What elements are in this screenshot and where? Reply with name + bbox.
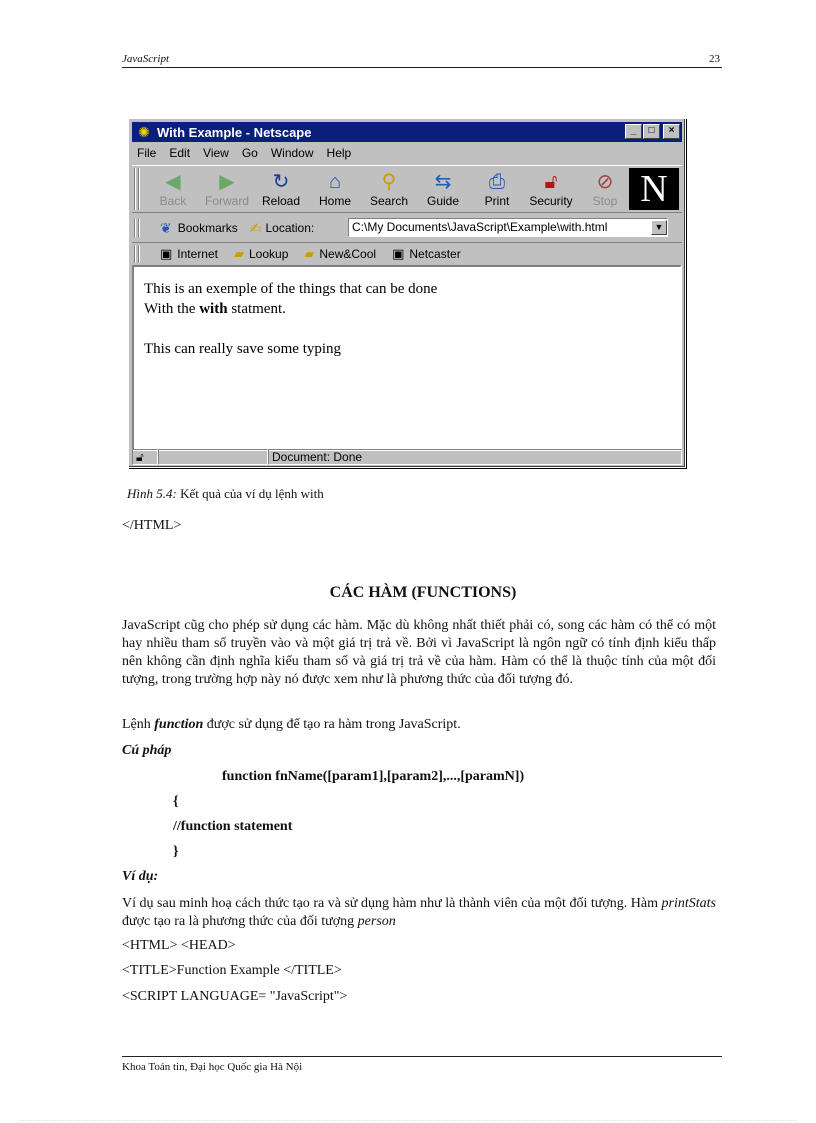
- reload-icon: ↻: [272, 171, 290, 193]
- minimize-icon[interactable]: _: [625, 124, 642, 139]
- syntax-comment: //function statement: [173, 819, 293, 834]
- netscape-window: [128, 118, 686, 468]
- page-content-area[interactable]: [132, 265, 682, 451]
- internet-label: Internet: [177, 246, 218, 261]
- window-title: With Example - Netscape: [157, 124, 312, 140]
- security-label: Security: [529, 194, 573, 208]
- caption-text: Kết quả của ví dụ lệnh with: [180, 486, 324, 501]
- page-icon: ▣: [392, 245, 405, 261]
- stop-label: Stop: [592, 194, 618, 208]
- page-edge: [20, 1120, 796, 1121]
- search-icon: ⚲: [381, 171, 397, 193]
- home-button[interactable]: [308, 166, 362, 212]
- progress-cell: [158, 449, 268, 465]
- example-label: Ví dụ:: [122, 869, 159, 884]
- menu-file[interactable]: File: [137, 146, 157, 160]
- content-line-2-post: statment.: [227, 301, 286, 317]
- newcool-button[interactable]: [304, 246, 376, 262]
- personal-grip[interactable]: [134, 245, 142, 263]
- menu-view[interactable]: View: [203, 146, 229, 160]
- content-line-3: This can really save some typing: [144, 341, 342, 357]
- content-line-1: This is an exemple of the things that can be done: [144, 281, 438, 297]
- home-label: Home: [318, 194, 351, 208]
- toolbar-grip[interactable]: [134, 168, 142, 210]
- search-label: Search: [369, 194, 409, 208]
- forward-arrow-icon: ▶: [219, 171, 235, 193]
- example-text-1: Ví dụ sau minh hoạ cách thức tạo ra và sử dụng hàm như là thành viên của một đối tượng. Hàm: [122, 896, 662, 911]
- print-label: Print: [484, 194, 510, 208]
- stop-button[interactable]: [578, 166, 632, 212]
- location-value: C:\My Documents\JavaScript\Example\with.html: [352, 220, 608, 234]
- location-input[interactable]: [348, 218, 668, 237]
- stop-icon: ⊘: [596, 171, 614, 193]
- example-paragraph: [122, 895, 716, 931]
- netscape-app-icon: ✺: [138, 124, 150, 140]
- search-button[interactable]: [362, 166, 416, 212]
- home-icon: ⌂: [328, 171, 342, 193]
- folder-icon: ▰: [304, 245, 315, 261]
- navigation-toolbar: [132, 165, 682, 213]
- section-title: CÁC HÀM (FUNCTIONS): [329, 584, 517, 601]
- html-close-tag: </HTML>: [122, 518, 182, 533]
- menu-help[interactable]: Help: [326, 146, 352, 160]
- caption-label: Hình 5.4:: [127, 486, 177, 501]
- internet-button[interactable]: [160, 246, 218, 262]
- padlock-icon: 🔓︎: [544, 171, 558, 193]
- code-line-1: <HTML> <HEAD>: [122, 938, 236, 953]
- example-function-name: printStats: [661, 896, 716, 911]
- netcaster-button[interactable]: [392, 246, 461, 262]
- function-line-pre: Lệnh: [122, 717, 155, 732]
- security-button[interactable]: [524, 166, 578, 212]
- location-bar: [132, 216, 682, 240]
- figure-caption: [127, 486, 324, 502]
- print-button[interactable]: [470, 166, 524, 212]
- back-arrow-icon: ◀: [165, 171, 181, 193]
- page-number: 23: [709, 53, 720, 65]
- syntax-signature: function fnName([param1],[param2],...,[paramN]): [222, 769, 525, 784]
- bookmarks-button[interactable]: Bookmarks: [177, 221, 238, 235]
- back-label: Back: [159, 194, 187, 208]
- syntax-close-brace: }: [173, 844, 179, 859]
- lookup-label: Lookup: [249, 246, 289, 261]
- personal-toolbar: [132, 242, 682, 264]
- function-line-post: được sử dụng để tạo ra hàm trong JavaScript.: [203, 717, 461, 732]
- status-text: Document: Done: [268, 449, 682, 465]
- header-title: JavaScript: [122, 53, 170, 65]
- folder-icon: ▰: [234, 245, 244, 261]
- content-line-2-pre: With the: [144, 301, 200, 317]
- status-bar: [132, 449, 682, 465]
- function-line: [122, 717, 461, 733]
- code-line-3: <SCRIPT LANGUAGE= "JavaScript">: [122, 989, 348, 1004]
- maximize-icon[interactable]: □: [643, 124, 660, 139]
- lookup-button[interactable]: [234, 246, 288, 262]
- guide-button[interactable]: [416, 166, 470, 212]
- reload-label: Reload: [261, 194, 301, 208]
- netcaster-label: Netcaster: [409, 246, 461, 261]
- forward-label: Forward: [204, 194, 249, 208]
- syntax-open-brace: {: [173, 794, 179, 809]
- location-grip[interactable]: [134, 219, 142, 237]
- printer-icon: ⎙: [489, 171, 505, 193]
- function-keyword: function: [154, 717, 204, 732]
- security-status-icon[interactable]: 🔓︎: [132, 449, 158, 465]
- menu-go[interactable]: Go: [241, 146, 258, 160]
- menu-edit[interactable]: Edit: [169, 146, 191, 160]
- example-text-2: được tạo ra là phương thức của đối tượng: [122, 914, 358, 929]
- newcool-label: New&Cool: [319, 246, 377, 261]
- location-icon: ✍: [249, 219, 262, 236]
- netscape-logo-icon[interactable]: N: [629, 168, 679, 210]
- menu-bar: [132, 143, 682, 163]
- content-with-keyword: with: [199, 301, 228, 317]
- code-line-2: <TITLE>Function Example </TITLE>: [122, 963, 342, 978]
- intro-paragraph: JavaScript cũg cho phép sử dụng các hàm. Mặc dù không nhất thiết phải có, song các hàm có thể có một hay nhiều tham số truyền vào và một giá trị trả về. Bởi vì JavaScript là ngôn ngữ có tính định kiểu thấp nên không cần định nghĩa kiểu tham số và giá trị trả về của hàm. Hàm có thể là thuộc tính của một đối tượng, trong trường hợp này nó được xem như là phương thức của đối tượng đó.: [122, 618, 716, 687]
- example-object-name: person: [357, 914, 396, 929]
- menu-window[interactable]: Window: [270, 146, 314, 160]
- forward-button[interactable]: [200, 166, 254, 212]
- page-header: [122, 52, 722, 68]
- footer-text: Khoa Toán tin, Đại học Quốc gia Hà Nội: [122, 1061, 303, 1073]
- page-footer: [122, 1056, 722, 1073]
- chevron-down-icon[interactable]: ▼: [651, 220, 667, 235]
- guide-icon: ⇆: [434, 171, 452, 193]
- close-icon[interactable]: ×: [663, 124, 680, 139]
- title-bar[interactable]: [132, 122, 682, 142]
- reload-button[interactable]: [254, 166, 308, 212]
- syntax-label: Cú pháp: [122, 743, 172, 758]
- page-icon: ▣: [160, 245, 173, 261]
- content-line-2: [144, 299, 670, 319]
- guide-label: Guide: [426, 194, 460, 208]
- back-button[interactable]: [146, 166, 200, 212]
- bookmarks-icon: ❦: [160, 219, 172, 236]
- location-label: Location:: [265, 221, 315, 235]
- window-controls: [625, 124, 680, 139]
